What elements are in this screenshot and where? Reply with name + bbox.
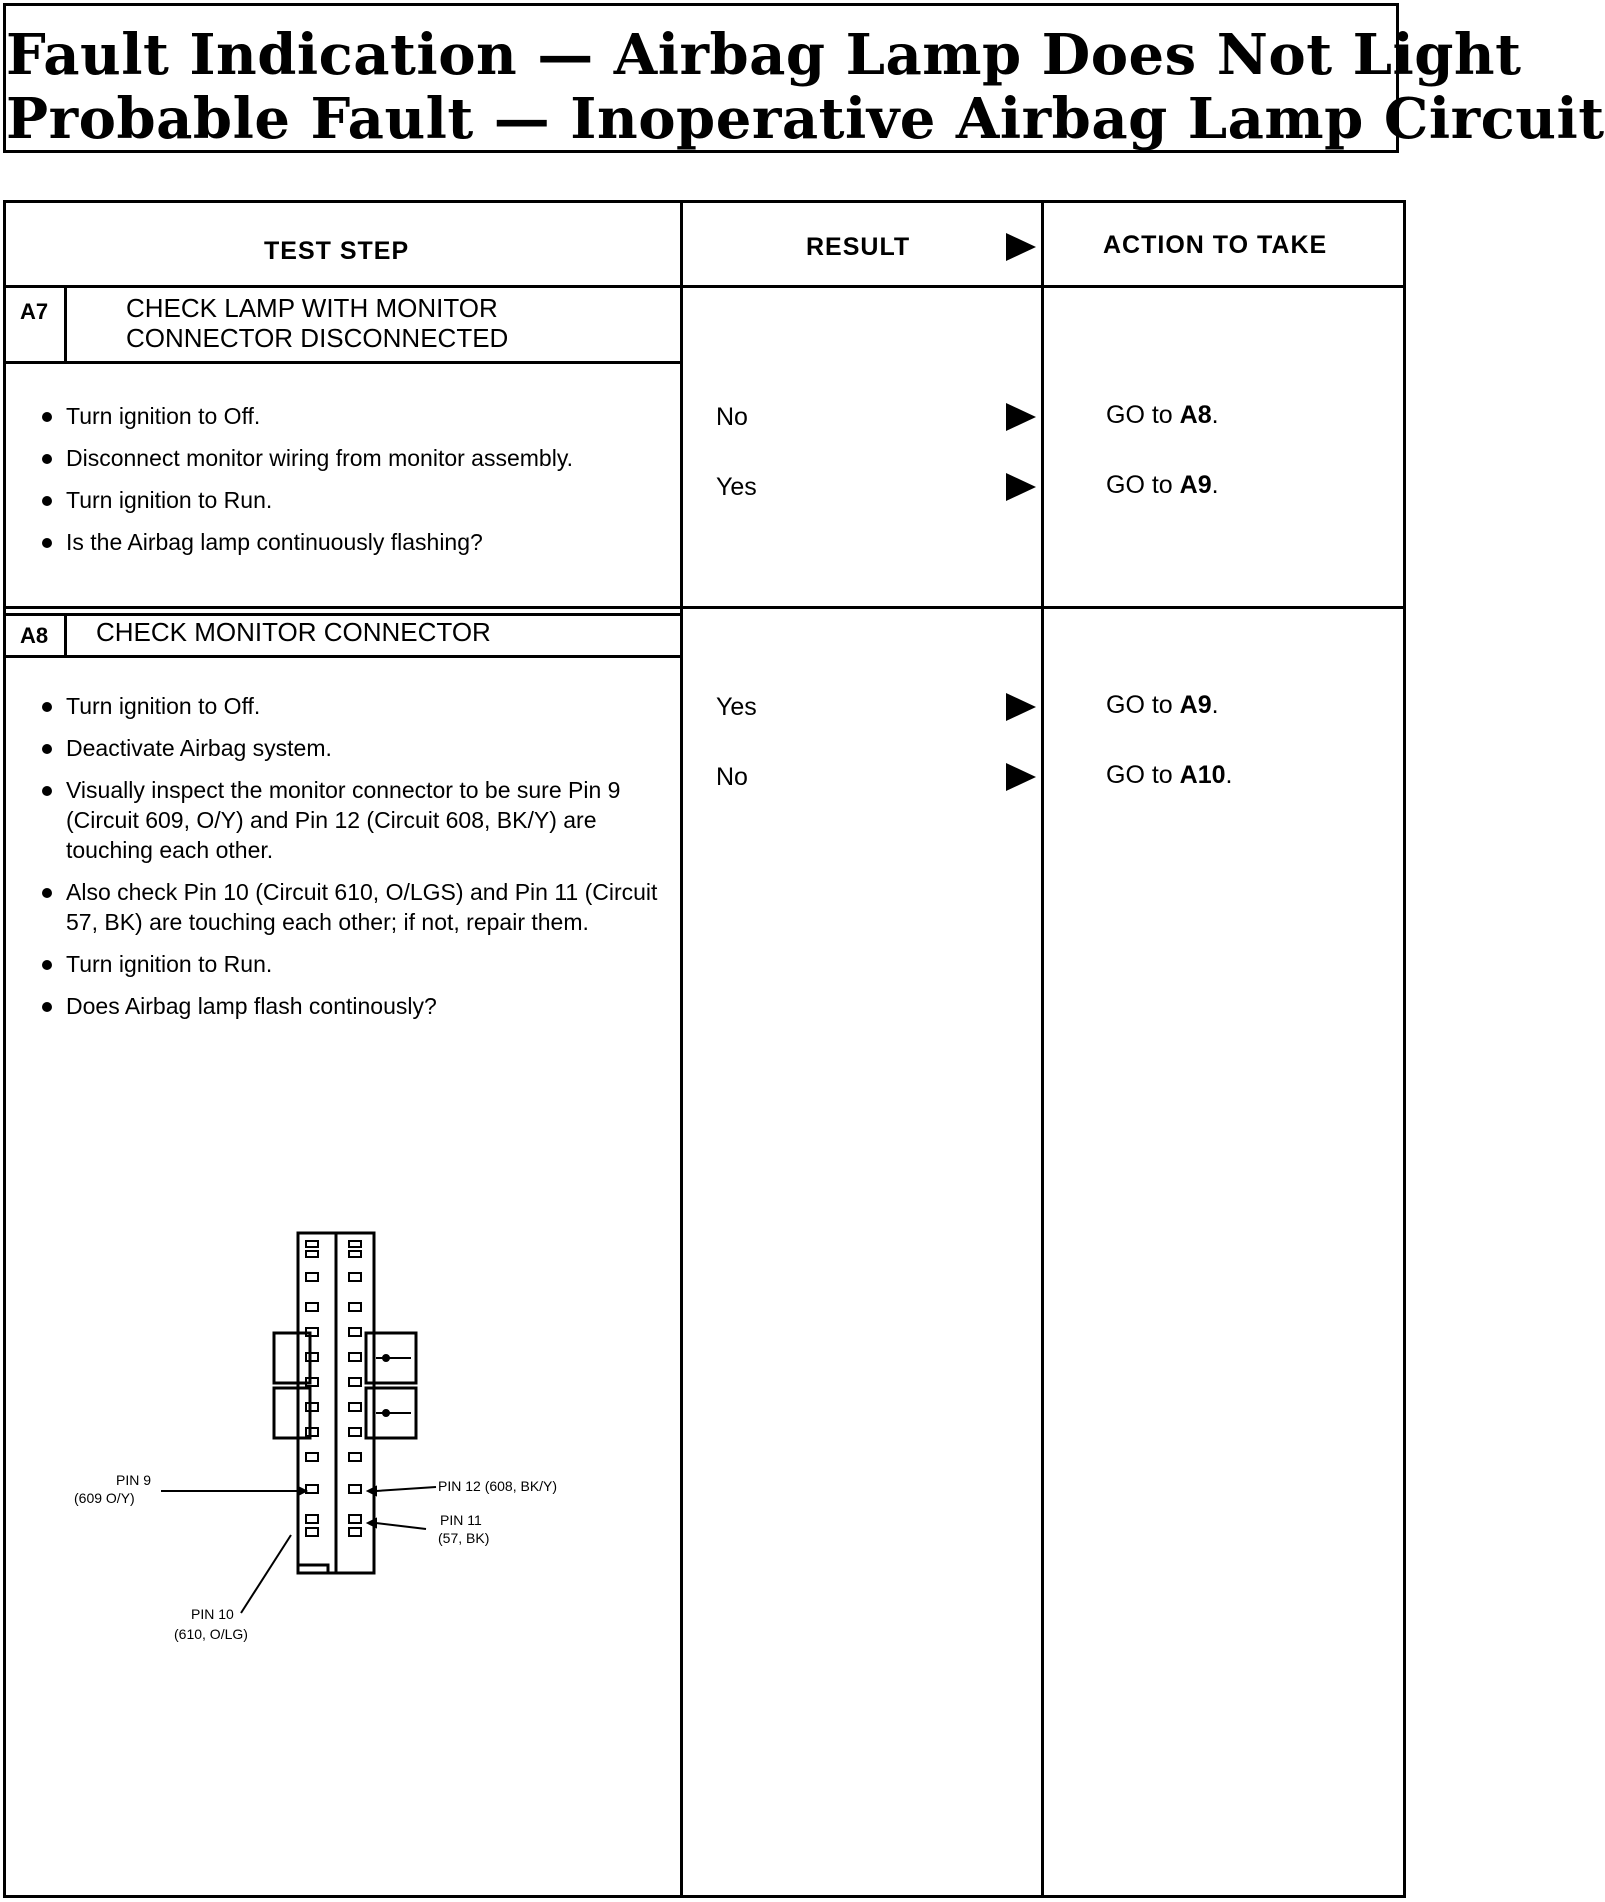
fault-indication-title: Fault Indication — Airbag Lamp Does Not Light	[6, 22, 1522, 88]
step-a8-bullet-list	[36, 691, 676, 1033]
header-result: RESULT	[806, 233, 911, 261]
step-a8-bullet: Deactivate Airbag system.	[36, 733, 676, 763]
step-a7-bullet-list	[36, 401, 656, 569]
pin12-label: PIN 12 (608, BK/Y)	[438, 1478, 558, 1494]
step-a8-action-yes: GO to A9.	[1106, 691, 1219, 719]
step-a7-result-no: No	[716, 403, 748, 431]
result-arrow-icon	[1006, 473, 1036, 501]
step-a8-result-no: No	[716, 763, 748, 791]
pin10-label: PIN 10	[191, 1606, 234, 1622]
monitor-connector-diagram	[66, 1223, 626, 1642]
column-divider-result	[680, 203, 683, 1895]
probable-fault-title: Probable Fault — Inoperative Airbag Lamp Circuit	[6, 86, 1605, 152]
step-a7-title-line1: CHECK LAMP WITH MONITOR	[126, 293, 498, 323]
step-a8-result-yes: Yes	[716, 693, 757, 721]
step-a7-bullet: Is the Airbag lamp continuously flashing?	[36, 527, 656, 557]
connector-body-icon	[274, 1233, 416, 1573]
step-a7-bullet: Turn ignition to Off.	[36, 401, 656, 431]
pin9-label: PIN 9	[116, 1472, 152, 1488]
column-divider-action	[1041, 203, 1044, 1895]
result-arrow-icon	[1006, 403, 1036, 431]
step-a8-top-divider	[6, 613, 680, 616]
step-a7-action-no: GO to A8.	[1106, 401, 1219, 429]
step-a8-action-no: GO to A10.	[1106, 761, 1233, 789]
pin10-circuit-label: (610, O/LG)	[174, 1626, 248, 1642]
result-arrow-icon	[1006, 693, 1036, 721]
step-a7-bullet: Disconnect monitor wiring from monitor assembly.	[36, 443, 656, 473]
step-a8-id: A8	[20, 623, 49, 648]
diagnostic-table	[3, 200, 1406, 1898]
header-arrow-icon	[1006, 233, 1036, 261]
step-a8-title-line1: CHECK MONITOR CONNECTOR	[96, 617, 491, 647]
header-divider	[6, 285, 1403, 288]
step-a7-bottom-divider	[6, 606, 1403, 609]
step-a8-title-divider	[6, 655, 680, 658]
step-a8-id-divider	[64, 613, 67, 657]
header-test-step: TEST STEP	[264, 237, 410, 265]
step-a7-action-yes: GO to A9.	[1106, 471, 1219, 499]
step-a7-id: A7	[20, 299, 49, 324]
title-box	[3, 3, 1605, 153]
step-a7-result-yes: Yes	[716, 473, 757, 501]
step-a8-bullet: Also check Pin 10 (Circuit 610, O/LGS) and Pin 11 (Circuit 57, BK) are touching each other; if not, repair them.	[36, 877, 676, 937]
pin11-label: PIN 11	[440, 1512, 482, 1528]
step-a8-bullet: Visually inspect the monitor connector to be sure Pin 9 (Circuit 609, O/Y) and Pin 12 (Circuit 608, BK/Y) are touching each other.	[36, 775, 676, 865]
header-action: ACTION TO TAKE	[1103, 231, 1328, 259]
step-a7-id-divider	[64, 285, 67, 363]
step-a8-bullet: Turn ignition to Run.	[36, 949, 676, 979]
pin9-circuit-label: (609 O/Y)	[74, 1490, 135, 1506]
pin11-circuit-label: (57, BK)	[438, 1530, 490, 1546]
result-arrow-icon	[1006, 763, 1036, 791]
step-a7-bullet: Turn ignition to Run.	[36, 485, 656, 515]
step-a8-bullet: Turn ignition to Off.	[36, 691, 676, 721]
step-a7-title-line2: CONNECTOR DISCONNECTED	[126, 323, 509, 353]
step-a7-title-divider	[6, 361, 680, 364]
step-a8-bullet: Does Airbag lamp flash continously?	[36, 991, 676, 1021]
